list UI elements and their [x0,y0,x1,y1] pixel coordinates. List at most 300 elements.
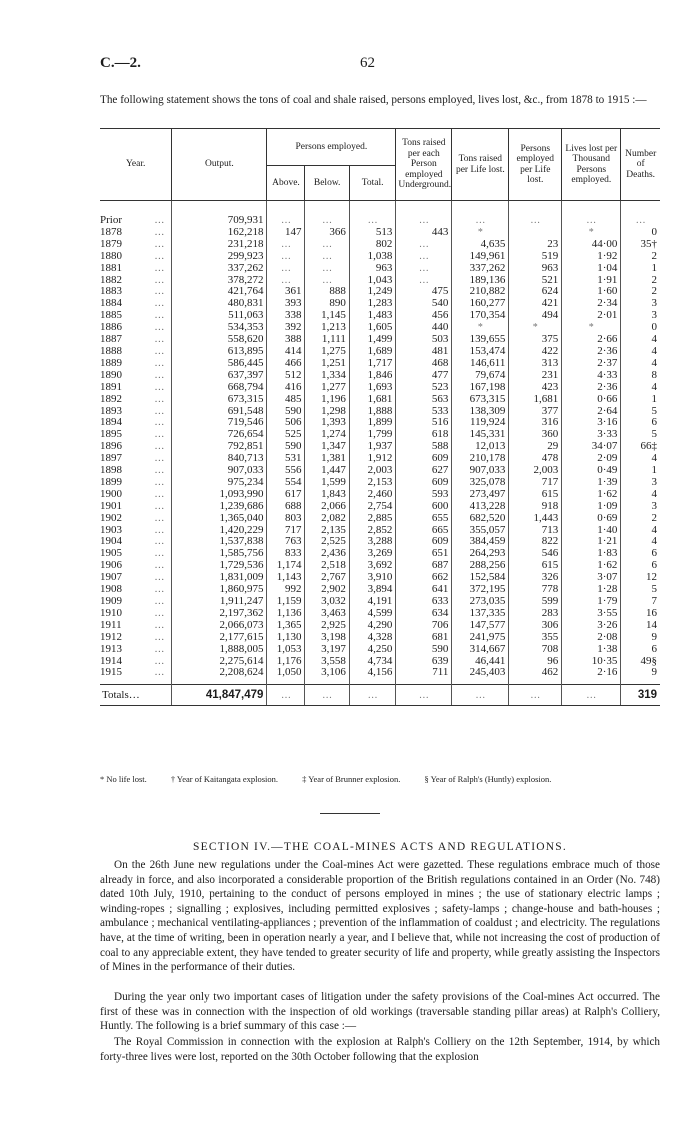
section-divider [320,813,380,814]
tons-per-person-cell: 563 [396,394,452,406]
year-cell: Prior … [100,214,165,226]
output-cell: 586,445 [172,358,267,370]
output-cell: 480,831 [172,298,267,310]
year-cell: 1911 … [100,618,165,631]
above-cell: 833 [267,548,305,560]
persons-per-life-cell: 375 [509,334,562,346]
below-cell: 2,767 [305,572,349,584]
table-row [100,382,660,394]
tons-per-person-cell: 588 [396,441,452,453]
year-label: 1896 [100,440,122,453]
deaths-cell: 4 [621,382,660,394]
year-cell: 1909 … [100,595,165,607]
deaths-cell: 2 [621,513,660,525]
lives-per-thousand-cell: 3·07 [562,572,621,584]
persons-per-life-cell: 23 [509,239,562,251]
persons-per-life-cell: 421 [509,298,562,310]
total-cell: 513 [349,227,395,239]
above-cell: 1,159 [267,596,305,608]
above-cell: 485 [267,394,305,406]
below-cell: 890 [305,298,349,310]
persons-per-life-cell: * [509,322,562,334]
tons-per-person-cell: … [396,239,452,251]
lives-per-thousand-cell: 2·36 [562,346,621,358]
total-cell: 2,754 [349,501,395,513]
section-title: SECTION IV.—THE COAL-MINES ACTS AND REGULATIONS. [193,841,567,853]
lives-per-thousand-cell: 1·39 [562,477,621,489]
deaths-cell: 4 [621,536,660,548]
above-cell: … [267,239,305,251]
persons-per-life-cell: 624 [509,286,562,298]
total-cell: 4,290 [349,620,395,632]
lives-per-thousand-cell: 1·38 [562,644,621,656]
year-cell: 1892 … [100,392,165,405]
above-cell: 392 [267,322,305,334]
tons-per-person-cell: 477 [396,370,452,382]
table-row [100,370,660,382]
year-cell: 1910 … [100,606,165,619]
lives-per-thousand-cell: 0·66 [562,394,621,406]
year-label: 1914 [100,654,122,667]
lives-per-thousand-cell: 2·36 [562,382,621,394]
year-cell: 1908 … [100,583,165,596]
table-row [100,620,660,632]
total-cell: 1,693 [349,382,395,394]
year-label: 1895 [100,428,122,441]
below-cell: 1,298 [305,406,349,418]
below-cell: 1,447 [305,465,349,477]
year-cell: 1897 … [100,452,165,465]
tons-per-life-cell: * [452,322,509,334]
output-cell: 691,548 [172,406,267,418]
tons-per-life-cell: 137,335 [452,608,509,620]
total-cell: 3,692 [349,560,395,572]
tons-per-person-cell: … [396,263,452,275]
tons-per-person-cell: 618 [396,429,452,441]
below-cell: … [305,239,349,251]
output-cell: 2,066,073 [172,620,267,632]
below-cell: 1,213 [305,322,349,334]
below-cell: 3,463 [305,608,349,620]
above-cell: 1,053 [267,644,305,656]
persons-per-life-cell: 963 [509,263,562,275]
year-label: 1905 [100,547,122,560]
totals-output: 41,847,479 [172,685,267,706]
tons-per-life-cell: 682,520 [452,513,509,525]
total-cell: 1,937 [349,441,395,453]
lives-per-thousand-cell: 3·26 [562,620,621,632]
lives-per-thousand-cell: 3·55 [562,608,621,620]
above-cell: 556 [267,465,305,477]
below-cell: 888 [305,286,349,298]
above-cell: 414 [267,346,305,358]
total-cell: 1,249 [349,286,395,298]
tons-per-person-cell: 665 [396,525,452,537]
persons-per-life-cell: 423 [509,382,562,394]
year-cell: 1901 … [100,499,165,512]
year-cell: 1912 … [100,630,165,643]
header-below: Below. [305,166,349,201]
below-cell: 1,111 [305,334,349,346]
above-cell: 416 [267,382,305,394]
lives-per-thousand-cell: 1·09 [562,501,621,513]
above-cell: 338 [267,310,305,322]
tons-per-person-cell: 711 [396,667,452,684]
below-cell: 3,106 [305,667,349,684]
tons-per-life-cell: 149,961 [452,251,509,263]
above-cell: 1,176 [267,656,305,668]
deaths-cell: 4 [621,525,660,537]
year-label: 1912 [100,630,122,643]
output-cell: 1,093,990 [172,489,267,501]
deaths-cell: 4 [621,334,660,346]
year-cell: 1898 … [100,464,165,477]
table-body [100,201,660,685]
above-cell: 506 [267,417,305,429]
tons-per-person-cell: 651 [396,548,452,560]
below-cell: 3,197 [305,644,349,656]
persons-per-life-cell: 306 [509,620,562,632]
year-label: 1908 [100,583,122,596]
deaths-cell: 7 [621,596,660,608]
below-cell: 2,902 [305,584,349,596]
output-cell: 1,420,229 [172,525,267,537]
deaths-cell: 49§ [621,656,660,668]
lives-per-thousand-cell: 0·49 [562,465,621,477]
year-cell: 1904 … [100,535,165,548]
year-cell: 1905 … [100,547,165,560]
lives-per-thousand-cell: 3·33 [562,429,621,441]
total-cell: 2,460 [349,489,395,501]
year-cell: 1883 … [100,285,165,298]
deaths-cell: 3 [621,477,660,489]
tons-per-life-cell: … [452,215,509,227]
year-cell: 1903 … [100,523,165,536]
below-cell: 1,599 [305,477,349,489]
tons-per-life-cell: 907,033 [452,465,509,477]
tons-per-person-cell: 634 [396,608,452,620]
below-cell: 1,251 [305,358,349,370]
deaths-cell: 2 [621,251,660,263]
deaths-cell: 66‡ [621,441,660,453]
header-deaths: Number of Deaths. [621,129,660,201]
tons-per-person-cell: 609 [396,453,452,465]
tons-per-life-cell: 273,035 [452,596,509,608]
above-cell: 554 [267,477,305,489]
tons-per-person-cell: 662 [396,572,452,584]
above-cell: 688 [267,501,305,513]
output-cell: 299,923 [172,251,267,263]
year-cell: 1891 … [100,380,165,393]
tons-per-person-cell: 609 [396,536,452,548]
totals-cell: … [267,685,305,706]
deaths-cell: 1 [621,465,660,477]
persons-per-life-cell: 231 [509,370,562,382]
year-label: Prior [100,214,122,226]
year-cell: 1886 … [100,321,165,334]
year-label: 1906 [100,559,122,572]
below-cell: 1,145 [305,310,349,322]
year-cell: 1914 … [100,654,165,667]
output-cell: 1,585,756 [172,548,267,560]
tons-per-life-cell: 325,078 [452,477,509,489]
total-cell: 1,605 [349,322,395,334]
footnote-brunner: ‡ Year of Brunner explosion. [302,774,401,784]
total-cell: 2,852 [349,525,395,537]
total-cell: 1,283 [349,298,395,310]
lives-per-thousand-cell: 1·28 [562,584,621,596]
tons-per-life-cell: 337,262 [452,263,509,275]
deaths-cell: 35† [621,239,660,251]
deaths-cell: 3 [621,310,660,322]
below-cell: 2,135 [305,525,349,537]
total-cell: 1,888 [349,406,395,418]
lives-per-thousand-cell: * [562,227,621,239]
table-row [100,513,660,525]
deaths-cell: 14 [621,620,660,632]
table-row [100,632,660,644]
above-cell: 590 [267,441,305,453]
totals-row [100,685,660,706]
paragraph-litigation: During the year only two important cases of litigation under the safety provisions of the Coal-mines Act occurred. The first of these was in connection with the inspection of old workings (traversable standing pillar areas) at Ralph's Colliery, Huntly. The following is a brief summary of this case :— [100,991,660,1033]
above-cell: 763 [267,536,305,548]
deaths-cell: 4 [621,453,660,465]
deaths-cell: 4 [621,358,660,370]
persons-per-life-cell: 2,003 [509,465,562,477]
deaths-cell: 12 [621,572,660,584]
table-row [100,667,660,684]
above-cell: … [267,275,305,287]
output-cell: 975,234 [172,477,267,489]
table-row [100,489,660,501]
footnote-ralphs: § Year of Ralph's (Huntly) explosion. [424,774,552,784]
year-label: 1881 [100,261,122,274]
deaths-cell: 5 [621,584,660,596]
output-cell: 231,218 [172,239,267,251]
year-cell: 1879 … [100,237,165,250]
header-persons-per-life: Persons employed per Life lost. [509,129,562,201]
lives-per-thousand-cell: 4·33 [562,370,621,382]
year-label: 1880 [100,249,122,262]
year-cell: 1906 … [100,559,165,572]
tons-per-life-cell: 314,667 [452,644,509,656]
lives-per-thousand-cell: 2·37 [562,358,621,370]
above-cell: 617 [267,489,305,501]
totals-cell: … [396,685,452,706]
tons-per-life-cell: 139,655 [452,334,509,346]
header-tons-per-person: Tons raised per each Person employed Underground. [396,129,452,201]
deaths-cell: 6 [621,417,660,429]
above-cell: 1,143 [267,572,305,584]
lives-per-thousand-cell: … [562,215,621,227]
tons-per-life-cell: 288,256 [452,560,509,572]
lives-per-thousand-cell: 3·16 [562,417,621,429]
tons-per-person-cell: 706 [396,620,452,632]
output-cell: 792,851 [172,441,267,453]
year-label: 1901 [100,499,122,512]
year-cell: 1902 … [100,511,165,524]
year-label: 1878 [100,225,122,238]
tons-per-life-cell: 241,975 [452,632,509,644]
header-tons-per-life: Tons raised per Life lost. [452,129,509,201]
total-cell: 4,191 [349,596,395,608]
above-cell: 1,174 [267,560,305,572]
output-cell: 637,397 [172,370,267,382]
persons-per-life-cell: … [509,215,562,227]
lives-per-thousand-cell: 44·00 [562,239,621,251]
below-cell: … [305,263,349,275]
above-cell: … [267,263,305,275]
deaths-cell: 5 [621,429,660,441]
tons-per-life-cell: 119,924 [452,417,509,429]
above-cell: 1,136 [267,608,305,620]
total-cell: 1,717 [349,358,395,370]
year-cell: 1888 … [100,344,165,357]
deaths-cell: 6 [621,644,660,656]
persons-per-life-cell: 615 [509,560,562,572]
persons-per-life-cell: 478 [509,453,562,465]
below-cell: 2,518 [305,560,349,572]
output-cell: 558,620 [172,334,267,346]
deaths-cell: 1 [621,263,660,275]
output-cell: 719,546 [172,417,267,429]
output-cell: 673,315 [172,394,267,406]
deaths-cell: 3 [621,298,660,310]
below-cell: 1,275 [305,346,349,358]
header-persons-employed: Persons employed. [267,129,396,166]
below-cell: 1,381 [305,453,349,465]
totals-cell: … [349,685,395,706]
lives-per-thousand-cell: 0·69 [562,513,621,525]
tons-per-person-cell: 523 [396,382,452,394]
lives-per-thousand-cell: 34·07 [562,441,621,453]
lives-per-thousand-cell: 2·34 [562,298,621,310]
total-cell: 2,003 [349,465,395,477]
output-cell: 1,365,040 [172,513,267,525]
total-cell: 1,043 [349,275,395,287]
year-cell: 1878 … [100,225,165,238]
total-cell: 1,689 [349,346,395,358]
total-cell: 3,910 [349,572,395,584]
tons-per-life-cell: 673,315 [452,394,509,406]
persons-per-life-cell: 355 [509,632,562,644]
above-cell: 512 [267,370,305,382]
tons-per-life-cell: 79,674 [452,370,509,382]
lives-per-thousand-cell: * [562,322,621,334]
persons-per-life-cell: 283 [509,608,562,620]
year-label: 1882 [100,273,122,286]
total-cell: 4,599 [349,608,395,620]
tons-per-person-cell: 633 [396,596,452,608]
totals-cell: … [562,685,621,706]
document-reference: C.—2. [100,55,141,71]
deaths-cell: 5 [621,406,660,418]
tons-per-person-cell: … [396,275,452,287]
year-label: 1911 [100,618,122,631]
output-cell: 709,931 [172,215,267,227]
output-cell: 1,831,009 [172,572,267,584]
persons-per-life-cell: 717 [509,477,562,489]
table-footnotes [100,773,660,785]
persons-per-life-cell: 521 [509,275,562,287]
total-cell: 4,156 [349,667,395,684]
persons-per-life-cell: 494 [509,310,562,322]
above-cell: 525 [267,429,305,441]
year-cell: 1885 … [100,309,165,322]
lives-per-thousand-cell: 1·40 [562,525,621,537]
year-label: 1885 [100,309,122,322]
persons-per-life-cell: 918 [509,501,562,513]
persons-per-life-cell: 360 [509,429,562,441]
year-label: 1897 [100,452,122,465]
total-cell: 1,483 [349,310,395,322]
deaths-cell: … [621,215,660,227]
deaths-cell: 3 [621,501,660,513]
year-label: 1903 [100,523,122,536]
above-cell: 466 [267,358,305,370]
tons-per-life-cell: 152,584 [452,572,509,584]
output-cell: 421,764 [172,286,267,298]
deaths-cell: 4 [621,489,660,501]
lives-per-thousand-cell: 2·64 [562,406,621,418]
tons-per-life-cell: 210,882 [452,286,509,298]
tons-per-person-cell: 475 [396,286,452,298]
above-cell: … [267,215,305,227]
tons-per-life-cell: 147,577 [452,620,509,632]
below-cell: 2,525 [305,536,349,548]
persons-per-life-cell: 1,443 [509,513,562,525]
year-label: 1894 [100,416,122,429]
tons-per-person-cell: 627 [396,465,452,477]
year-label: 1884 [100,297,122,310]
lives-per-thousand-cell: 1·04 [562,263,621,275]
output-cell: 337,262 [172,263,267,275]
tons-per-life-cell: 170,354 [452,310,509,322]
footnote-kaitangata: † Year of Kaitangata explosion. [170,774,279,784]
lives-per-thousand-cell: 1·83 [562,548,621,560]
header-above: Above. [267,166,305,201]
persons-per-life-cell: 1,681 [509,394,562,406]
persons-per-life-cell: 519 [509,251,562,263]
year-label: 1879 [100,237,122,250]
tons-per-person-cell: 540 [396,298,452,310]
persons-per-life-cell: 313 [509,358,562,370]
deaths-cell: 16 [621,608,660,620]
tons-per-life-cell: 189,136 [452,275,509,287]
output-cell: 1,239,686 [172,501,267,513]
output-cell: 1,729,536 [172,560,267,572]
tons-per-life-cell: 413,228 [452,501,509,513]
year-label: 1889 [100,356,122,369]
tons-per-life-cell: 153,474 [452,346,509,358]
persons-per-life-cell: 599 [509,596,562,608]
year-cell: 1900 … [100,487,165,500]
table-row [100,239,660,251]
year-cell: 1882 … [100,273,165,286]
tons-per-life-cell: 372,195 [452,584,509,596]
lives-per-thousand-cell: 2·09 [562,453,621,465]
paragraph-royal-commission: The Royal Commission in connection with the explosion at Ralph's Colliery on the 12th September, 1914, by which forty-three lives were lost, reported on the 30th October following that the explosion [100,1036,660,1063]
output-cell: 1,860,975 [172,584,267,596]
below-cell: … [305,275,349,287]
year-label: 1907 [100,571,122,584]
year-cell: 1915 … [100,666,165,679]
output-cell: 1,888,005 [172,644,267,656]
year-label: 1904 [100,535,122,548]
tons-per-life-cell: 146,611 [452,358,509,370]
lives-per-thousand-cell: 10·35 [562,656,621,668]
persons-per-life-cell: 96 [509,656,562,668]
